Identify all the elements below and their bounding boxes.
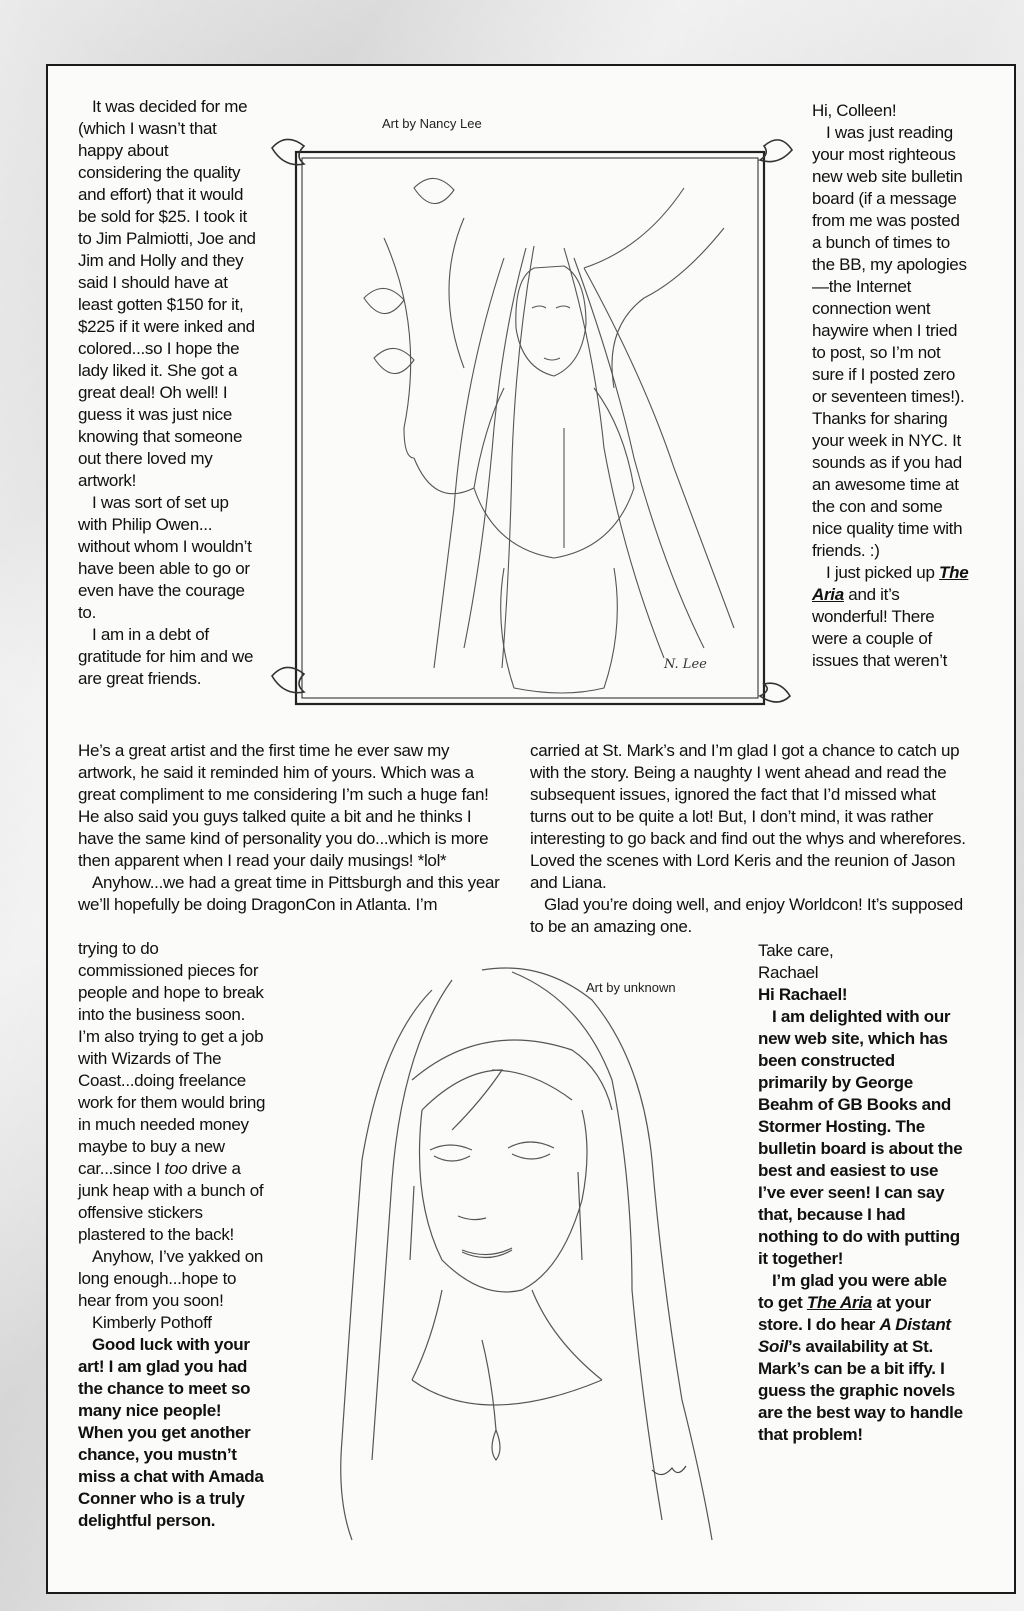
ornament-icon bbox=[272, 139, 792, 702]
emphasis: too bbox=[164, 1159, 188, 1178]
paragraph: I was just reading your most righteous new web site bulletin board (if a message from me was posted a bunch of times to the BB, my apologies—the Internet connection went haywire when I tried to post, so I’m not sure if I posted zero or seventeen times!). Thanks for sharing your week in NYC. It sounds as if you had an awesome time at the con and some nice quality time with friends. :) bbox=[812, 123, 967, 560]
artist-mark-icon bbox=[652, 1466, 686, 1475]
left-column-bottom bbox=[78, 938, 266, 1532]
nancy-lee-illustration bbox=[264, 128, 794, 720]
paragraph: Anyhow, I’ve yakked on long enough...hope to hear from you soon! bbox=[78, 1247, 264, 1310]
editor-reply: Good luck with your art! I am glad you had the chance to meet so many nice people! When you get another chance, you mustn’t miss a chat with Amada Conner who is a truly delightful person. bbox=[78, 1335, 264, 1530]
paragraph: carried at St. Mark’s and I’m glad I got a chance to catch up with the story. Being a naughty I went ahead and read the subsequent issues, ignored the fact that I’d missed what turns out to be quite a lot! But, I don’t mind, it was rather interesting to go back and find out the whys and wherefores. Loved the scenes with Lord Keris and the reunion of Jason and Liana. bbox=[530, 741, 966, 892]
signature: Rachael bbox=[758, 963, 819, 982]
reply-greeting: Hi Rachael! bbox=[758, 985, 848, 1004]
right-column-wide bbox=[530, 740, 966, 938]
left-column-top bbox=[78, 96, 256, 690]
art-caption: Art by Nancy Lee bbox=[382, 116, 482, 131]
book-title: A Distant Soil bbox=[758, 1315, 951, 1356]
closing: Take care, bbox=[758, 941, 834, 960]
figure-sketch bbox=[364, 178, 734, 693]
text-run: at your store. I do hear bbox=[758, 1293, 931, 1334]
paragraph: He’s a great artist and the first time he ever saw my artwork, he said it reminded him of yours. Which was a great compliment to me considering I’m such a huge fan! He also said you guys talked quite a bit and he thinks I have the same kind of personality you do...which is more then apparent when I read your daily musings! *lol* bbox=[78, 741, 489, 870]
text-run: ’s availability at St. Mark’s can be a bit iffy. I guess the graphic novels are the best way to handle that problem! bbox=[758, 1337, 963, 1444]
text-run: I just picked up bbox=[826, 563, 940, 582]
right-column-bottom bbox=[758, 940, 966, 1446]
art-caption: Art by unknown bbox=[586, 980, 676, 995]
text-run: trying to do commissioned pieces for people and hope to break into the business soon. I’m also trying to get a job with Wizards of The Coast...doing freelance work for them would bring in much needed money maybe to buy a new car...since I bbox=[78, 939, 266, 1178]
book-title: The Aria bbox=[806, 1293, 872, 1312]
paragraph: I was sort of set up with Philip Owen... without whom I wouldn’t have been able to go or even have the courage to. bbox=[78, 493, 252, 622]
art-frame-outer bbox=[296, 152, 764, 704]
greeting: Hi, Colleen! bbox=[812, 101, 897, 120]
artist-signature: N. Lee bbox=[664, 657, 707, 672]
paragraph: Anyhow...we had a great time in Pittsburgh and this year we’ll hopefully be doing DragonCon in Atlanta. I’m bbox=[78, 873, 500, 914]
paragraph: It was decided for me (which I wasn’t that happy about considering the quality and effort) that it would be sold for $25. I took it to Jim Palmiotti, Joe and Jim and Holly and they said I should have at least gotten $150 for it, $225 if it were inked and colored...so I hope the lady liked it. She got a great deal! Oh well! I guess it was just nice knowing that someone out there loved my artwork! bbox=[78, 97, 256, 490]
text-run: drive a junk heap with a bunch of offensive stickers plastered to the back! bbox=[78, 1159, 264, 1244]
portrait-illustration bbox=[282, 960, 752, 1550]
signature: Kimberly Pothoff bbox=[92, 1313, 212, 1332]
editor-reply bbox=[758, 1270, 966, 1446]
text-run: I’m glad you were able to get bbox=[758, 1271, 947, 1312]
paragraph bbox=[78, 938, 266, 1246]
left-column-wide bbox=[78, 740, 506, 916]
paragraph bbox=[812, 562, 970, 672]
paragraph: Glad you’re doing well, and enjoy Worldcon! It’s supposed to be an amazing one. bbox=[530, 895, 963, 936]
right-column-top bbox=[812, 100, 970, 672]
text-run: and it’s wonderful! There were a couple of issues that weren’t bbox=[812, 585, 948, 670]
book-title: The Aria bbox=[812, 563, 969, 604]
paragraph: I am in a debt of gratitude for him and we are great friends. bbox=[78, 625, 254, 688]
editor-reply: I am delighted with our new web site, which has been constructed primarily by George Beahm of GB Books and Stormer Hosting. The bulletin board is about the best and easiest to use I’ve ever seen! I can say that, because I had nothing to do with putting it together! bbox=[758, 1007, 963, 1268]
